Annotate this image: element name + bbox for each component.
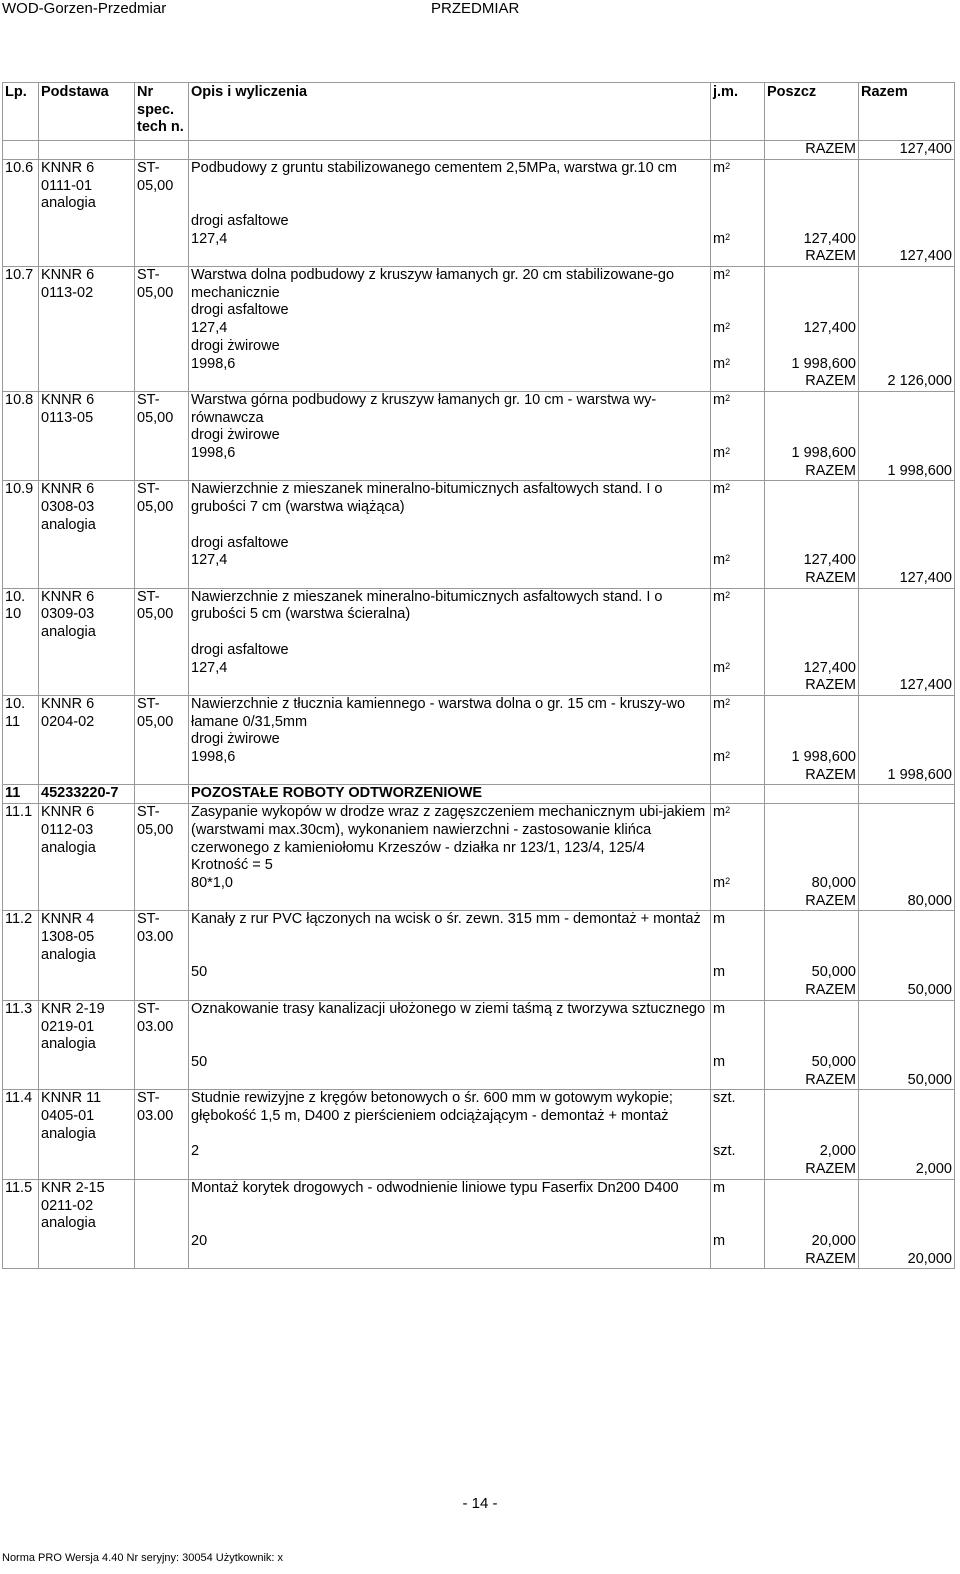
calc-text: 1998,6 (189, 749, 711, 767)
calc-row (3, 964, 955, 982)
calc-text: 127,4 (189, 552, 711, 570)
item-spec: ST-05,00 (135, 804, 189, 858)
razem-label: RAZEM (765, 893, 859, 911)
calc-text: drogi żwirowe (189, 338, 711, 356)
total-row (3, 463, 955, 481)
total-row (3, 893, 955, 911)
calc-text: drogi asfaltowe (189, 535, 711, 553)
razem-value: 2,000 (859, 1161, 955, 1179)
razem-value: 80,000 (859, 893, 955, 911)
item-row (3, 588, 955, 642)
calc-unit: $m^2$ (711, 320, 765, 338)
item-spec: ST-05,00 (135, 159, 189, 213)
calc-text: drogi asfaltowe (189, 213, 711, 231)
section-code: 45233220-7 (39, 785, 135, 804)
calc-value: 2,000 (765, 1143, 859, 1161)
calc-text: 1998,6 (189, 356, 711, 374)
item-basis: KNNR 6 0308-03 analogia (39, 481, 135, 535)
razem-label: RAZEM (765, 1161, 859, 1179)
item-row (3, 804, 955, 858)
calc-row (3, 535, 955, 553)
calc-value (765, 338, 859, 356)
item-basis: KNNR 4 1308-05 analogia (39, 911, 135, 965)
col-lp: Lp. (3, 83, 39, 141)
calc-value (765, 535, 859, 553)
razem-value: 1 998,600 (859, 463, 955, 481)
total-row (3, 767, 955, 785)
calc-text: 127,4 (189, 320, 711, 338)
calc-value: 80,000 (765, 875, 859, 893)
item-unit: m (711, 1000, 765, 1054)
item-lp: 11.5 (3, 1179, 39, 1233)
col-opis: Opis i wyliczenia (189, 83, 711, 141)
item-row (3, 481, 955, 535)
item-unit: $m^2$ (711, 588, 765, 642)
calc-text: 50 (189, 1054, 711, 1072)
item-description: Oznakowanie trasy kanalizacji ułożonego w ziemi taśmą z tworzywa sztucznego (189, 1000, 711, 1054)
calc-value (765, 302, 859, 320)
total-row (3, 982, 955, 1000)
page-header (0, 0, 960, 18)
item-lp: 10.9 (3, 481, 39, 535)
calc-row (3, 231, 955, 249)
item-basis: KNNR 6 0113-05 (39, 391, 135, 427)
cost-table (2, 82, 955, 1269)
razem-label: RAZEM (765, 1251, 859, 1269)
total-row (3, 373, 955, 391)
calc-unit: $m^2$ (711, 231, 765, 249)
calc-unit: m (711, 1054, 765, 1072)
item-row (3, 1179, 955, 1233)
item-row (3, 391, 955, 427)
calc-row (3, 731, 955, 749)
razem-label: RAZEM (765, 373, 859, 391)
razem-label: RAZEM (765, 248, 859, 266)
item-lp: 11.1 (3, 804, 39, 858)
calc-unit (711, 427, 765, 445)
calc-value (765, 213, 859, 231)
item-unit: $m^2$ (711, 391, 765, 427)
razem-value: 20,000 (859, 1251, 955, 1269)
document-name: WOD-Gorzen-Przedmiar (2, 0, 167, 17)
razem-value: 50,000 (859, 982, 955, 1000)
item-description: Zasypanie wykopów w drodze wraz z zagęszczeniem mechanicznym ubi-jakiem (warstwami max.30cm), wykonaniem nawierzchni - zastosowanie klińca czerwonego z kamieniołomu Krzeszów - działka nr 123/1, 123/4, 125/4 (189, 804, 711, 858)
calc-text: drogi asfaltowe (189, 642, 711, 660)
total-row (3, 1072, 955, 1090)
item-spec: ST-05,00 (135, 391, 189, 427)
item-lp: 10.8 (3, 391, 39, 427)
item-lp: 10.7 (3, 267, 39, 303)
calc-unit (711, 213, 765, 231)
razem-value: 50,000 (859, 1072, 955, 1090)
calc-row (3, 1233, 955, 1251)
item-basis: KNR 2-15 0211-02 analogia (39, 1179, 135, 1233)
table-header-row (3, 83, 955, 141)
item-basis: KNNR 6 0204-02 (39, 695, 135, 731)
razem-label: RAZEM (765, 1072, 859, 1090)
calc-unit: $m^2$ (711, 552, 765, 570)
item-row (3, 695, 955, 731)
calc-value: 20,000 (765, 1233, 859, 1251)
item-description: Warstwa dolna podbudowy z kruszyw łamanych gr. 20 cm stabilizowane-go mechanicznie (189, 267, 711, 303)
item-lp: 10.6 (3, 159, 39, 213)
calc-row (3, 356, 955, 374)
item-row (3, 911, 955, 965)
item-spec: ST-05,00 (135, 695, 189, 731)
calc-value: 1 998,600 (765, 356, 859, 374)
razem-label: RAZEM (765, 570, 859, 588)
total-row (3, 677, 955, 695)
col-jm: j.m. (711, 83, 765, 141)
calc-row (3, 642, 955, 660)
calc-text: drogi żwirowe (189, 731, 711, 749)
total-row (3, 248, 955, 266)
calc-text: 127,4 (189, 231, 711, 249)
calc-row (3, 1054, 955, 1072)
item-description: Studnie rewizyjne z kręgów betonowych o śr. 600 mm w gotowym wykopie; głębokość 1,5 m, D400 z pierścieniem odciążającym - demontaż + montaż (189, 1090, 711, 1144)
calc-unit (711, 535, 765, 553)
calc-value: 127,400 (765, 552, 859, 570)
razem-label: RAZEM (765, 141, 859, 160)
calc-row (3, 213, 955, 231)
razem-value: 127,400 (859, 677, 955, 695)
calc-row (3, 302, 955, 320)
calc-row (3, 875, 955, 893)
calc-value: 50,000 (765, 1054, 859, 1072)
calc-row (3, 749, 955, 767)
item-row (3, 1090, 955, 1144)
razem-label: RAZEM (765, 767, 859, 785)
calc-unit (711, 857, 765, 875)
item-unit: $m^2$ (711, 159, 765, 213)
item-row (3, 159, 955, 213)
calc-text: Krotność = 5 (189, 857, 711, 875)
page-number: - 14 - (462, 1495, 498, 1512)
calc-unit: $m^2$ (711, 445, 765, 463)
item-spec (135, 1179, 189, 1233)
item-basis: KNNR 6 0112-03 analogia (39, 804, 135, 858)
calc-row (3, 338, 955, 356)
item-description: Montaż korytek drogowych - odwodnienie liniowe typu Faserfix Dn200 D400 (189, 1179, 711, 1233)
item-spec: ST-05,00 (135, 481, 189, 535)
calc-unit: szt. (711, 1143, 765, 1161)
calc-text: drogi żwirowe (189, 427, 711, 445)
item-unit: $m^2$ (711, 804, 765, 858)
calc-value: 127,400 (765, 231, 859, 249)
item-description: Podbudowy z gruntu stabilizowanego cementem 2,5MPa, warstwa gr.10 cm (189, 159, 711, 213)
calc-text: 50 (189, 964, 711, 982)
calc-value (765, 731, 859, 749)
total-row (3, 1161, 955, 1179)
razem-label: RAZEM (765, 463, 859, 481)
calc-row (3, 1143, 955, 1161)
item-spec: ST-03.00 (135, 1000, 189, 1054)
calc-unit: $m^2$ (711, 356, 765, 374)
calc-unit: m (711, 1233, 765, 1251)
item-description: Kanały z rur PVC łączonych na wcisk o śr. zewn. 315 mm - demontaż + montaż (189, 911, 711, 965)
item-unit: $m^2$ (711, 267, 765, 303)
section-title: POZOSTAŁE ROBOTY ODTWORZENIOWE (189, 785, 711, 804)
calc-value: 1 998,600 (765, 749, 859, 767)
calc-text: 1998,6 (189, 445, 711, 463)
calc-unit (711, 642, 765, 660)
item-description: Nawierzchnie z mieszanek mineralno-bitumicznych asfaltowych stand. I o grubości 7 cm (warstwa wiążąca) (189, 481, 711, 535)
item-spec: ST-05,00 (135, 267, 189, 303)
item-row (3, 1000, 955, 1054)
table-body (3, 141, 955, 1269)
item-unit: szt. (711, 1090, 765, 1144)
calc-value (765, 427, 859, 445)
calc-row (3, 660, 955, 678)
calc-text: 80*1,0 (189, 875, 711, 893)
razem-value: 127,400 (859, 570, 955, 588)
item-lp: 10. 11 (3, 695, 39, 731)
calc-row (3, 320, 955, 338)
razem-value: 2 126,000 (859, 373, 955, 391)
total-row (3, 1251, 955, 1269)
item-unit: $m^2$ (711, 481, 765, 535)
col-razem: Razem (859, 83, 955, 141)
calc-row (3, 552, 955, 570)
item-basis: KNNR 11 0405-01 analogia (39, 1090, 135, 1144)
calc-row (3, 857, 955, 875)
section-row (3, 785, 955, 804)
calc-value (765, 642, 859, 660)
calc-value: 127,400 (765, 660, 859, 678)
calc-value: 50,000 (765, 964, 859, 982)
calc-unit (711, 338, 765, 356)
col-nr: Nr spec. tech n. (135, 83, 189, 141)
calc-unit: $m^2$ (711, 875, 765, 893)
calc-value: 127,400 (765, 320, 859, 338)
item-lp: 11.2 (3, 911, 39, 965)
calc-row (3, 427, 955, 445)
calc-unit: $m^2$ (711, 749, 765, 767)
calc-unit (711, 731, 765, 749)
col-podstawa: Podstawa (39, 83, 135, 141)
item-basis: KNR 2-19 0219-01 analogia (39, 1000, 135, 1054)
calc-text: drogi asfaltowe (189, 302, 711, 320)
item-unit: m (711, 1179, 765, 1233)
total-row (3, 141, 955, 160)
calc-text: 2 (189, 1143, 711, 1161)
calc-unit: m (711, 964, 765, 982)
total-row (3, 570, 955, 588)
item-spec: ST-05,00 (135, 588, 189, 642)
item-description: Nawierzchnie z tłucznia kamiennego - warstwa dolna o gr. 15 cm - kruszy-wo łamane 0/31,5mm (189, 695, 711, 731)
razem-value: 127,400 (859, 248, 955, 266)
calc-unit: $m^2$ (711, 660, 765, 678)
calc-value (765, 857, 859, 875)
calc-text: 20 (189, 1233, 711, 1251)
col-poszcz: Poszcz (765, 83, 859, 141)
razem-value: 127,400 (859, 141, 955, 160)
razem-value: 1 998,600 (859, 767, 955, 785)
calc-unit (711, 302, 765, 320)
section-lp: 11 (3, 785, 39, 804)
item-spec: ST-03.00 (135, 1090, 189, 1144)
item-lp: 10. 10 (3, 588, 39, 642)
item-unit: m (711, 911, 765, 965)
item-basis: KNNR 6 0113-02 (39, 267, 135, 303)
razem-label: RAZEM (765, 677, 859, 695)
item-row (3, 267, 955, 303)
calc-value: 1 998,600 (765, 445, 859, 463)
item-description: Nawierzchnie z mieszanek mineralno-bitumicznych asfaltowych stand. I o grubości 5 cm (warstwa ścieralna) (189, 588, 711, 642)
item-spec: ST-03.00 (135, 911, 189, 965)
item-lp: 11.3 (3, 1000, 39, 1054)
item-lp: 11.4 (3, 1090, 39, 1144)
calc-row (3, 445, 955, 463)
item-unit: $m^2$ (711, 695, 765, 731)
razem-label: RAZEM (765, 982, 859, 1000)
footer-text: Norma PRO Wersja 4.40 Nr seryjny: 30054 Użytkownik: x (2, 1552, 283, 1564)
calc-text: 127,4 (189, 660, 711, 678)
item-basis: KNNR 6 0309-03 analogia (39, 588, 135, 642)
item-description: Warstwa górna podbudowy z kruszyw łamanych gr. 10 cm - warstwa wy-równawcza (189, 391, 711, 427)
item-basis: KNNR 6 0111-01 analogia (39, 159, 135, 213)
document-type: PRZEDMIAR (431, 0, 520, 17)
